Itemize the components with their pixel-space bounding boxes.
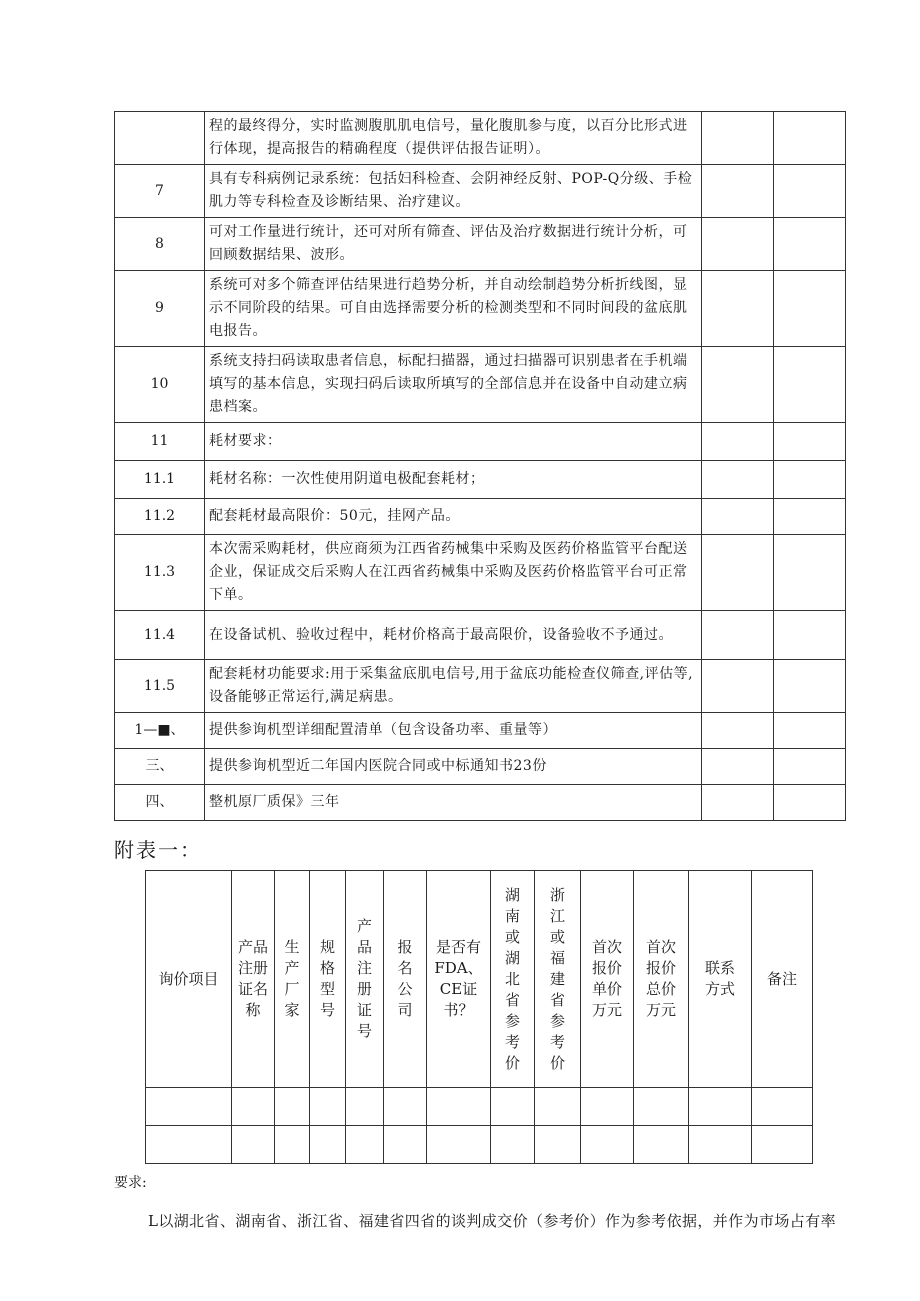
empty-cell — [310, 1126, 346, 1164]
header-first-quote-total-price: 首次报价总价万元 — [634, 871, 689, 1088]
empty-cell — [581, 1088, 634, 1126]
empty-cell — [774, 423, 846, 461]
header-model: 规格型号 — [310, 871, 346, 1088]
item-number: 1—■、 — [115, 713, 205, 749]
item-description: 具有专科病例记录系统：包括妇科检查、会阴神经反射、POP-Q分级、手检肌力等专科检查及诊断结果、治疗建议。 — [205, 165, 702, 218]
empty-cell — [702, 713, 774, 749]
item-number: 11.3 — [115, 535, 205, 611]
empty-cell — [774, 713, 846, 749]
item-description: 整机原厂质保》三年 — [205, 785, 702, 821]
table-row — [115, 535, 846, 611]
empty-cell — [702, 347, 774, 423]
empty-cell — [752, 1126, 813, 1164]
header-zhejiang-fujian-reference-price: 浙江或福建省参考价 — [535, 871, 581, 1088]
empty-cell — [232, 1126, 275, 1164]
appendix-table — [145, 870, 813, 1164]
empty-cell — [491, 1088, 535, 1126]
empty-cell — [702, 112, 774, 165]
empty-cell — [774, 165, 846, 218]
empty-cell — [275, 1088, 310, 1126]
empty-cell — [232, 1088, 275, 1126]
item-description: 配套耗材功能要求:用于采集盆底肌电信号,用于盆底功能检查仪筛查,评估等,设备能够正常运行,满足病患。 — [205, 660, 702, 713]
table-row — [115, 271, 846, 347]
empty-cell — [702, 660, 774, 713]
header-inquiry-item: 询价项目 — [146, 871, 232, 1088]
empty-cell — [535, 1126, 581, 1164]
item-description: 程的最终得分，实时监测腹肌肌电信号，量化腹肌参与度，以百分比形式进行体现，提高报告的精确程度（提供评估报告证明）。 — [205, 112, 702, 165]
header-product-registration-name: 产品注册证名称 — [232, 871, 275, 1088]
item-number: 8 — [115, 218, 205, 271]
empty-cell — [774, 112, 846, 165]
header-applicant-company: 报名公司 — [384, 871, 427, 1088]
item-number: 10 — [115, 347, 205, 423]
empty-cell — [774, 785, 846, 821]
empty-cell — [774, 611, 846, 660]
header-hunan-hubei-reference-price: 湖南或湖北省参考价 — [491, 871, 535, 1088]
empty-cell — [689, 1088, 752, 1126]
item-description: 可对工作量进行统计，还可对所有筛查、评估及治疗数据进行统计分析，可回顾数据结果、波形。 — [205, 218, 702, 271]
empty-cell — [774, 218, 846, 271]
empty-cell — [634, 1126, 689, 1164]
empty-cell — [581, 1126, 634, 1164]
table-row — [115, 611, 846, 660]
table-row — [115, 423, 846, 461]
empty-cell — [491, 1126, 535, 1164]
table-row — [115, 749, 846, 785]
empty-cell — [752, 1088, 813, 1126]
empty-cell — [702, 535, 774, 611]
item-description: 系统支持扫码读取患者信息，标配扫描器，通过扫描器可识别患者在手机端填写的基本信息，实现扫码后读取所填写的全部信息并在设备中自动建立病患档案。 — [205, 347, 702, 423]
item-number: 11.2 — [115, 499, 205, 535]
empty-cell — [275, 1126, 310, 1164]
empty-cell — [702, 271, 774, 347]
empty-cell — [774, 461, 846, 499]
table-row — [115, 660, 846, 713]
table-row — [115, 347, 846, 423]
item-description: 本次需采购耗材，供应商须为江西省药械集中采购及医药价格监管平台配送企业，保证成交后采购人在江西省药械集中采购及医药价格监管平台可正常下单。 — [205, 535, 702, 611]
item-number: 7 — [115, 165, 205, 218]
empty-cell — [702, 611, 774, 660]
table-row — [115, 499, 846, 535]
specification-table — [114, 111, 846, 821]
header-fda-ce-certificate: 是否有FDA、CE证书？ — [427, 871, 491, 1088]
empty-cell — [702, 461, 774, 499]
table-row — [115, 713, 846, 749]
header-manufacturer: 生产厂家 — [275, 871, 310, 1088]
empty-cell — [702, 423, 774, 461]
item-description: 提供参询机型详细配置清单（包含设备功率、重量等） — [205, 713, 702, 749]
empty-cell — [774, 660, 846, 713]
header-first-quote-unit-price: 首次报价单价万元 — [581, 871, 634, 1088]
empty-cell — [702, 749, 774, 785]
table-row — [115, 165, 846, 218]
empty-cell — [689, 1126, 752, 1164]
empty-cell — [535, 1088, 581, 1126]
header-row — [146, 871, 813, 1088]
empty-cell — [146, 1126, 232, 1164]
empty-cell — [702, 165, 774, 218]
empty-cell — [384, 1126, 427, 1164]
appendix-title: 附表一： — [114, 838, 202, 862]
empty-cell — [774, 347, 846, 423]
empty-cell — [702, 218, 774, 271]
item-number: 四、 — [115, 785, 205, 821]
item-number: 9 — [115, 271, 205, 347]
item-description: 系统可对多个筛查评估结果进行趋势分析，并自动绘制趋势分析折线图，显示不同阶段的结果。可自由选择需要分析的检测类型和不同时间段的盆底肌电报告。 — [205, 271, 702, 347]
header-remarks: 备注 — [752, 871, 813, 1088]
item-number: 11.5 — [115, 660, 205, 713]
empty-cell — [702, 499, 774, 535]
item-description: 耗材要求： — [205, 423, 702, 461]
empty-cell — [702, 785, 774, 821]
empty-cell — [346, 1126, 384, 1164]
table-row — [146, 1088, 813, 1126]
empty-cell — [634, 1088, 689, 1126]
item-description: 耗材名称：一次性使用阴道电极配套耗材； — [205, 461, 702, 499]
item-number: 11 — [115, 423, 205, 461]
table-row — [115, 218, 846, 271]
empty-cell — [774, 499, 846, 535]
table-row — [115, 785, 846, 821]
item-description: 在设备试机、验收过程中，耗材价格高于最高限价，设备验收不予通过。 — [205, 611, 702, 660]
empty-cell — [146, 1088, 232, 1126]
empty-cell — [427, 1126, 491, 1164]
requirements-label: 要求: — [114, 1175, 147, 1191]
empty-cell — [427, 1088, 491, 1126]
item-description: 提供参询机型近二年国内医院合同或中标通知书23份 — [205, 749, 702, 785]
item-number: 三、 — [115, 749, 205, 785]
item-number: 11.1 — [115, 461, 205, 499]
item-number: 11.4 — [115, 611, 205, 660]
header-contact: 联系方式 — [689, 871, 752, 1088]
empty-cell — [346, 1088, 384, 1126]
header-registration-number: 产品注册证号 — [346, 871, 384, 1088]
empty-cell — [774, 271, 846, 347]
item-number — [115, 112, 205, 165]
table-row — [115, 461, 846, 499]
empty-cell — [384, 1088, 427, 1126]
empty-cell — [310, 1088, 346, 1126]
table-row — [115, 112, 846, 165]
requirement-item: L以湖北省、湖南省、浙江省、福建省四省的谈判成交价（参考价）作为参考依据，并作为市场占有率 — [148, 1212, 836, 1230]
empty-cell — [774, 535, 846, 611]
item-description: 配套耗材最高限价：50元，挂网产品。 — [205, 499, 702, 535]
empty-cell — [774, 749, 846, 785]
table-row — [146, 1126, 813, 1164]
